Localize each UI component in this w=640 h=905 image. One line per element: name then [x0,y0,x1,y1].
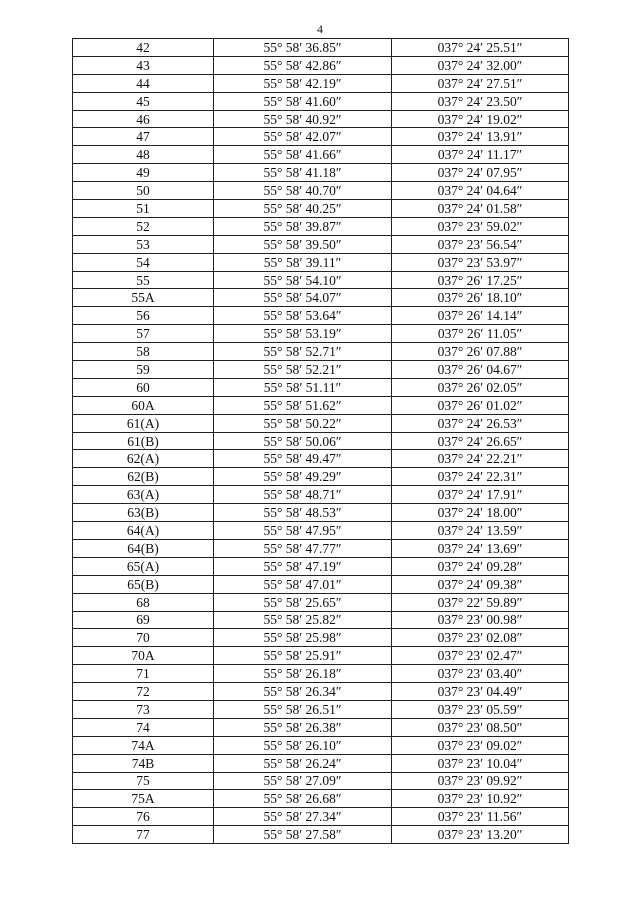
table-row [73,378,569,396]
coordinates-table-body [73,39,569,844]
point-id-cell: 65(B) [73,575,214,593]
longitude-cell: 037° 24′ 19.02″ [392,110,569,128]
latitude-cell: 55° 58′ 47.77″ [214,539,392,557]
latitude-cell: 55° 58′ 41.60″ [214,92,392,110]
point-id-cell: 49 [73,164,214,182]
point-id-cell: 57 [73,325,214,343]
longitude-cell: 037° 24′ 22.21″ [392,450,569,468]
point-id-cell: 44 [73,74,214,92]
point-id-cell: 73 [73,700,214,718]
table-row [73,146,569,164]
point-id-cell: 47 [73,128,214,146]
table-row [73,629,569,647]
latitude-cell: 55° 58′ 26.38″ [214,718,392,736]
latitude-cell: 55° 58′ 54.07″ [214,289,392,307]
latitude-cell: 55° 58′ 53.64″ [214,307,392,325]
point-id-cell: 64(B) [73,539,214,557]
latitude-cell: 55° 58′ 25.91″ [214,647,392,665]
latitude-cell: 55° 58′ 26.18″ [214,665,392,683]
point-id-cell: 69 [73,611,214,629]
table-row [73,522,569,540]
longitude-cell: 037° 24′ 32.00″ [392,56,569,74]
table-row [73,235,569,253]
longitude-cell: 037° 24′ 01.58″ [392,200,569,218]
coordinates-table [72,38,569,844]
table-row [73,557,569,575]
table-row [73,611,569,629]
point-id-cell: 62(B) [73,468,214,486]
latitude-cell: 55° 58′ 50.22″ [214,414,392,432]
longitude-cell: 037° 24′ 11.17″ [392,146,569,164]
latitude-cell: 55° 58′ 41.66″ [214,146,392,164]
latitude-cell: 55° 58′ 36.85″ [214,39,392,57]
longitude-cell: 037° 23′ 05.59″ [392,700,569,718]
longitude-cell: 037° 23′ 09.92″ [392,772,569,790]
point-id-cell: 64(A) [73,522,214,540]
table-row [73,253,569,271]
point-id-cell: 65(A) [73,557,214,575]
longitude-cell: 037° 26′ 18.10″ [392,289,569,307]
table-row [73,289,569,307]
point-id-cell: 72 [73,683,214,701]
table-row [73,271,569,289]
longitude-cell: 037° 23′ 03.40″ [392,665,569,683]
latitude-cell: 55° 58′ 26.34″ [214,683,392,701]
longitude-cell: 037° 24′ 17.91″ [392,486,569,504]
latitude-cell: 55° 58′ 48.53″ [214,504,392,522]
table-row [73,718,569,736]
table-row [73,164,569,182]
point-id-cell: 75A [73,790,214,808]
point-id-cell: 74 [73,718,214,736]
table-row [73,486,569,504]
longitude-cell: 037° 24′ 09.28″ [392,557,569,575]
latitude-cell: 55° 58′ 26.51″ [214,700,392,718]
point-id-cell: 59 [73,361,214,379]
table-row [73,575,569,593]
point-id-cell: 74B [73,754,214,772]
longitude-cell: 037° 23′ 02.08″ [392,629,569,647]
longitude-cell: 037° 26′ 01.02″ [392,396,569,414]
longitude-cell: 037° 23′ 10.92″ [392,790,569,808]
longitude-cell: 037° 24′ 09.38″ [392,575,569,593]
latitude-cell: 55° 58′ 51.11″ [214,378,392,396]
longitude-cell: 037° 23′ 09.02″ [392,736,569,754]
table-row [73,736,569,754]
table-row [73,593,569,611]
longitude-cell: 037° 24′ 25.51″ [392,39,569,57]
longitude-cell: 037° 23′ 00.98″ [392,611,569,629]
latitude-cell: 55° 58′ 26.68″ [214,790,392,808]
latitude-cell: 55° 58′ 47.19″ [214,557,392,575]
longitude-cell: 037° 24′ 04.64″ [392,182,569,200]
table-row [73,307,569,325]
table-row [73,361,569,379]
longitude-cell: 037° 23′ 53.97″ [392,253,569,271]
point-id-cell: 56 [73,307,214,325]
table-row [73,110,569,128]
table-row [73,826,569,844]
longitude-cell: 037° 23′ 59.02″ [392,217,569,235]
longitude-cell: 037° 26′ 17.25″ [392,271,569,289]
point-id-cell: 71 [73,665,214,683]
table-row [73,683,569,701]
latitude-cell: 55° 58′ 54.10″ [214,271,392,289]
point-id-cell: 77 [73,826,214,844]
point-id-cell: 54 [73,253,214,271]
page-number: 4 [317,22,323,36]
table-row [73,504,569,522]
point-id-cell: 51 [73,200,214,218]
point-id-cell: 74A [73,736,214,754]
latitude-cell: 55° 58′ 52.71″ [214,343,392,361]
point-id-cell: 55A [73,289,214,307]
latitude-cell: 55° 58′ 49.29″ [214,468,392,486]
point-id-cell: 61(B) [73,432,214,450]
table-row [73,468,569,486]
table-row [73,92,569,110]
point-id-cell: 61(A) [73,414,214,432]
point-id-cell: 68 [73,593,214,611]
latitude-cell: 55° 58′ 41.18″ [214,164,392,182]
table-row [73,39,569,57]
longitude-cell: 037° 24′ 18.00″ [392,504,569,522]
longitude-cell: 037° 24′ 13.69″ [392,539,569,557]
longitude-cell: 037° 24′ 26.53″ [392,414,569,432]
longitude-cell: 037° 22′ 59.89″ [392,593,569,611]
point-id-cell: 70A [73,647,214,665]
point-id-cell: 70 [73,629,214,647]
latitude-cell: 55° 58′ 42.07″ [214,128,392,146]
latitude-cell: 55° 58′ 39.50″ [214,235,392,253]
latitude-cell: 55° 58′ 52.21″ [214,361,392,379]
table-row [73,790,569,808]
latitude-cell: 55° 58′ 26.24″ [214,754,392,772]
table-row [73,432,569,450]
point-id-cell: 63(A) [73,486,214,504]
latitude-cell: 55° 58′ 42.19″ [214,74,392,92]
latitude-cell: 55° 58′ 25.82″ [214,611,392,629]
longitude-cell: 037° 24′ 22.31″ [392,468,569,486]
table-row [73,396,569,414]
latitude-cell: 55° 58′ 53.19″ [214,325,392,343]
point-id-cell: 42 [73,39,214,57]
table-row [73,200,569,218]
table-row [73,325,569,343]
longitude-cell: 037° 24′ 13.91″ [392,128,569,146]
point-id-cell: 50 [73,182,214,200]
longitude-cell: 037° 23′ 04.49″ [392,683,569,701]
longitude-cell: 037° 24′ 23.50″ [392,92,569,110]
point-id-cell: 55 [73,271,214,289]
latitude-cell: 55° 58′ 26.10″ [214,736,392,754]
table-row [73,217,569,235]
longitude-cell: 037° 26′ 07.88″ [392,343,569,361]
table-row [73,128,569,146]
latitude-cell: 55° 58′ 27.09″ [214,772,392,790]
point-id-cell: 48 [73,146,214,164]
point-id-cell: 62(A) [73,450,214,468]
latitude-cell: 55° 58′ 39.87″ [214,217,392,235]
table-row [73,414,569,432]
table-row [73,539,569,557]
latitude-cell: 55° 58′ 27.58″ [214,826,392,844]
latitude-cell: 55° 58′ 50.06″ [214,432,392,450]
latitude-cell: 55° 58′ 39.11″ [214,253,392,271]
table-row [73,343,569,361]
point-id-cell: 53 [73,235,214,253]
longitude-cell: 037° 26′ 04.67″ [392,361,569,379]
latitude-cell: 55° 58′ 47.01″ [214,575,392,593]
longitude-cell: 037° 23′ 02.47″ [392,647,569,665]
point-id-cell: 63(B) [73,504,214,522]
longitude-cell: 037° 23′ 08.50″ [392,718,569,736]
latitude-cell: 55° 58′ 42.86″ [214,56,392,74]
table-row [73,56,569,74]
latitude-cell: 55° 58′ 27.34″ [214,808,392,826]
point-id-cell: 45 [73,92,214,110]
longitude-cell: 037° 24′ 07.95″ [392,164,569,182]
longitude-cell: 037° 26′ 02.05″ [392,378,569,396]
point-id-cell: 52 [73,217,214,235]
table-row [73,647,569,665]
point-id-cell: 60 [73,378,214,396]
longitude-cell: 037° 23′ 13.20″ [392,826,569,844]
point-id-cell: 58 [73,343,214,361]
latitude-cell: 55° 58′ 47.95″ [214,522,392,540]
longitude-cell: 037° 24′ 27.51″ [392,74,569,92]
longitude-cell: 037° 23′ 11.56″ [392,808,569,826]
point-id-cell: 43 [73,56,214,74]
point-id-cell: 75 [73,772,214,790]
latitude-cell: 55° 58′ 25.65″ [214,593,392,611]
table-row [73,182,569,200]
longitude-cell: 037° 23′ 56.54″ [392,235,569,253]
latitude-cell: 55° 58′ 51.62″ [214,396,392,414]
table-row [73,74,569,92]
table-row [73,665,569,683]
longitude-cell: 037° 26′ 11.05″ [392,325,569,343]
longitude-cell: 037° 24′ 26.65″ [392,432,569,450]
table-row [73,808,569,826]
point-id-cell: 60A [73,396,214,414]
point-id-cell: 46 [73,110,214,128]
table-row [73,450,569,468]
latitude-cell: 55° 58′ 48.71″ [214,486,392,504]
longitude-cell: 037° 23′ 10.04″ [392,754,569,772]
table-row [73,754,569,772]
table-row [73,772,569,790]
table-row [73,700,569,718]
latitude-cell: 55° 58′ 40.92″ [214,110,392,128]
latitude-cell: 55° 58′ 40.70″ [214,182,392,200]
latitude-cell: 55° 58′ 40.25″ [214,200,392,218]
latitude-cell: 55° 58′ 25.98″ [214,629,392,647]
latitude-cell: 55° 58′ 49.47″ [214,450,392,468]
longitude-cell: 037° 26′ 14.14″ [392,307,569,325]
point-id-cell: 76 [73,808,214,826]
longitude-cell: 037° 24′ 13.59″ [392,522,569,540]
